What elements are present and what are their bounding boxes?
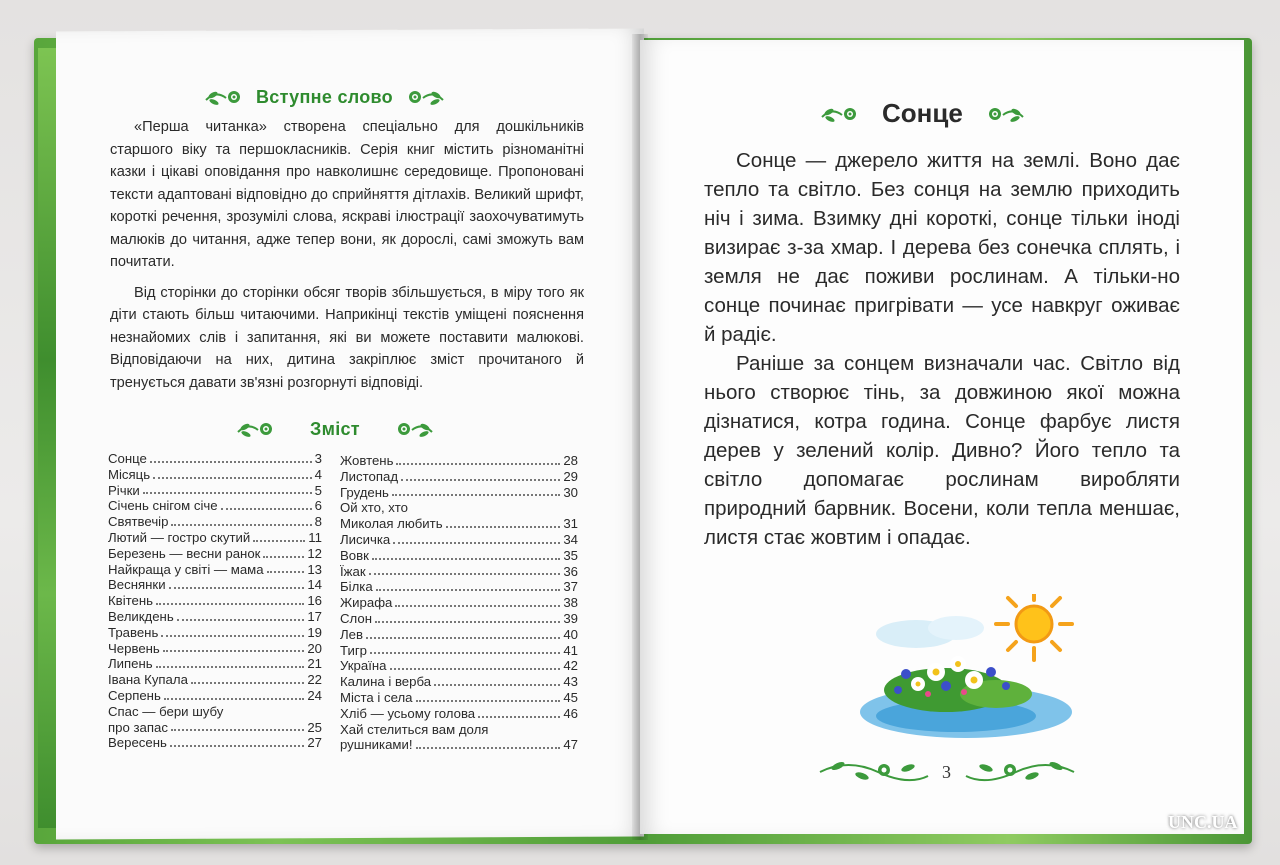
toc-entry xyxy=(108,609,322,625)
toc-entry xyxy=(340,706,578,722)
toc-entry-page: 25 xyxy=(307,719,322,735)
toc-entry-page: 43 xyxy=(563,674,578,690)
toc-entry-title: Веснянки xyxy=(108,577,166,593)
toc-entry xyxy=(108,593,322,609)
toc-entry-page: 34 xyxy=(563,531,578,547)
toc-entry-title: Лисичка xyxy=(340,531,391,547)
toc-dot-leader xyxy=(153,477,312,479)
toc-entry xyxy=(108,672,322,688)
toc-dot-leader xyxy=(170,745,304,747)
toc-entry-page: 36 xyxy=(563,563,578,579)
toc-dot-leader xyxy=(434,684,560,686)
toc-entry-page: 35 xyxy=(563,547,578,563)
toc-entry xyxy=(108,735,322,751)
toc-dot-leader xyxy=(163,650,305,652)
toc-entry-page: 46 xyxy=(563,705,578,721)
toc-dot-leader xyxy=(177,619,305,621)
toc-entry xyxy=(108,514,322,530)
toc-dot-leader xyxy=(191,682,304,684)
toc-entry-page: 19 xyxy=(307,624,322,640)
toc-entry-page: 4 xyxy=(314,466,322,482)
toc-entry-title: Жирафа xyxy=(340,595,393,611)
toc-entry xyxy=(108,625,322,641)
toc-entry-title: про запас xyxy=(108,719,168,735)
toc-entry-title: Білка xyxy=(340,579,373,595)
toc-entry-page: 45 xyxy=(563,689,578,705)
toc-entry xyxy=(340,611,578,627)
toc-entry-title: Листопад xyxy=(340,468,399,484)
toc-entry xyxy=(108,720,322,736)
toc-entry xyxy=(340,674,578,690)
toc-entry xyxy=(108,498,322,514)
toc-entry-title: Миколая любить xyxy=(340,516,443,532)
toc-entry-title: Міста і села xyxy=(340,689,413,705)
intro-paragraph: «Перша читанка» створена спеціально для дошкільників старшого віку та першокласників. Серія книг містить різноманітні казки і цікаві оповідання про навколишнє середовище. Пропоновані тексти адаптовані відповідно до сприйняття дітлахів. Великий шрифт, короткі речення, зрозумілі слова, яскраві ілюстрації заохочуватимуть малюків до читання, адже тепер вони, як дорослі, самі зможуть вам почитати. xyxy=(110,119,584,270)
toc-entry-title: Травень xyxy=(108,624,159,640)
toc-entry-title: Червень xyxy=(108,640,160,656)
toc-dot-leader xyxy=(446,526,561,528)
intro-text xyxy=(110,116,584,394)
toc-entry-title: Вовк xyxy=(340,547,369,563)
toc-entry xyxy=(108,641,322,657)
toc-entry-title-line: Спас — бери шубу xyxy=(108,703,224,719)
toc-column-left xyxy=(108,451,322,751)
toc-entry-title: Їжак xyxy=(340,563,366,579)
toc-entry-title: Березень — весни ранок xyxy=(108,545,261,561)
toc-entry xyxy=(108,530,322,546)
toc-dot-leader xyxy=(390,668,561,670)
toc-entry xyxy=(340,469,578,485)
flower-ornament-icon xyxy=(204,86,244,108)
toc-entry-page: 38 xyxy=(563,595,578,611)
toc-entry-title: Лютий — гостро скутий xyxy=(108,529,251,545)
toc-entry-page: 5 xyxy=(314,482,322,498)
flower-ornament-icon xyxy=(394,418,434,440)
toc-entry-title: рушниками! xyxy=(340,737,413,753)
toc-dot-leader xyxy=(393,542,560,544)
toc-dot-leader xyxy=(161,635,304,637)
toc-dot-leader xyxy=(267,571,305,573)
toc-dot-leader xyxy=(169,587,305,589)
toc-entry xyxy=(108,562,322,578)
toc-dot-leader xyxy=(171,524,311,526)
toc-entry-title: Річки xyxy=(108,482,140,498)
toc-entry-title-line: Ой хто, хто xyxy=(340,500,408,516)
toc-entry-title: Лев xyxy=(340,626,363,642)
toc-entry-page: 27 xyxy=(307,735,322,751)
toc-entry xyxy=(340,453,578,469)
footer-ornament-left-icon xyxy=(818,754,930,788)
cover-edge xyxy=(38,48,58,828)
toc-entry-page: 12 xyxy=(307,545,322,561)
toc-dot-leader xyxy=(143,492,312,494)
toc-entry-page: 6 xyxy=(314,498,322,514)
toc-dot-leader xyxy=(221,508,312,510)
toc-entry-page: 14 xyxy=(307,577,322,593)
toc-dot-leader xyxy=(263,556,304,558)
toc-entry-title: Хліб — усьому голова xyxy=(340,705,476,721)
toc-entry xyxy=(340,485,578,501)
toc-dot-leader xyxy=(416,700,561,702)
toc-dot-leader xyxy=(150,461,312,463)
intro-paragraph: Від сторінки до сторінки обсяг творів збільшується, в міру того як діти стають більш читаючими. Наприкінці текстів уміщені пояснення незнайомих слів і запитання, які ви можете поставити малюкові. Відповідаючи на них, дитина закріплює зміст прочитаного й тренується давати зв'язні розгорнуті відповіді. xyxy=(110,284,584,391)
toc-dot-leader xyxy=(366,637,560,639)
intro-title: Вступне слово xyxy=(256,86,393,107)
toc-entry-title: Україна xyxy=(340,658,387,674)
toc-entry-title: Вересень xyxy=(108,735,167,751)
toc-entry-page: 8 xyxy=(314,514,322,530)
toc-entry-title-line: Хай стелиться вам доля xyxy=(340,721,489,737)
toc-entry xyxy=(108,451,322,467)
toc-entry-page: 21 xyxy=(307,656,322,672)
story-heading xyxy=(820,98,1025,129)
toc-entry-page: 13 xyxy=(307,561,322,577)
toc-dot-leader xyxy=(156,603,304,605)
toc-entry xyxy=(340,548,578,564)
toc-dot-leader xyxy=(396,463,560,465)
toc-entry-title: Слон xyxy=(340,610,372,626)
toc-dot-leader xyxy=(416,747,561,749)
toc-entry-page: 47 xyxy=(563,737,578,753)
toc-entry-page: 22 xyxy=(307,672,322,688)
toc-entry-page: 37 xyxy=(563,579,578,595)
footer-ornament-right-icon xyxy=(964,754,1076,788)
toc-dot-leader xyxy=(164,698,305,700)
toc-entry-title: Місяць xyxy=(108,466,151,482)
flower-ornament-icon xyxy=(820,103,860,125)
toc-entry-title: Квітень xyxy=(108,593,153,609)
toc-entry-title: Найкраща у світі — мама xyxy=(108,561,264,577)
toc-entry xyxy=(340,658,578,674)
toc-entry xyxy=(108,656,322,672)
toc-entry-page: 3 xyxy=(314,451,322,466)
toc-entry xyxy=(340,595,578,611)
toc-entry-page: 41 xyxy=(563,642,578,658)
toc-entry-title: Івана Купала xyxy=(108,672,188,688)
toc-entry-title: Липень xyxy=(108,656,153,672)
toc-entry-page: 30 xyxy=(563,484,578,500)
toc-dot-leader xyxy=(253,540,305,542)
toc-entry-title: Калина і верба xyxy=(340,674,432,690)
toc-dot-leader xyxy=(156,666,305,668)
toc-entry-page: 24 xyxy=(307,687,322,703)
toc-entry xyxy=(108,688,322,704)
toc-entry-title: Жовтень xyxy=(340,453,394,468)
toc-dot-leader xyxy=(372,558,560,560)
toc-dot-leader xyxy=(401,479,560,481)
toc-dot-leader xyxy=(395,605,560,607)
toc-entry xyxy=(108,483,322,499)
toc-entry-page: 11 xyxy=(308,529,322,545)
toc-entry-title: Тигр xyxy=(340,642,367,658)
toc-entry-page: 42 xyxy=(563,658,578,674)
toc-entry-title: Серпень xyxy=(108,687,161,703)
toc-entry xyxy=(340,516,578,532)
toc-dot-leader xyxy=(478,716,560,718)
toc-column-right xyxy=(340,453,578,753)
toc-dot-leader xyxy=(369,573,561,575)
toc-entry-title: Великдень xyxy=(108,608,174,624)
story-paragraph: Раніше за сонцем визначали час. Світло від нього створює тінь, за довжиною якої можна дізнатися, котра година. Сонце фарбує листя дерев у зелений колір. Дивно? Його тепло та світло допомагає рослинам виробляти природний барвник. Восени, коли тепла меншає, листя стає жовтим і опадає. xyxy=(704,352,1180,549)
toc-entry-page: 20 xyxy=(307,640,322,656)
toc-entry xyxy=(340,579,578,595)
toc-entry-page: 17 xyxy=(307,608,322,624)
toc-entry xyxy=(340,643,578,659)
story-paragraph: Сонце — джерело життя на землі. Воно дає тепло та світло. Без сонця на землю приходить ніч і зима. Взимку дні короткі, сонце тільки іноді визирає з-за хмар. І дерева без сонечка сплять, і земля не дає поживи рослинам. А тільки-но сонце починає пригрівати — усе навкруг оживає й радіє. xyxy=(704,149,1180,346)
toc-entry xyxy=(340,737,578,753)
watermark-text: UNC.UA xyxy=(1168,812,1238,832)
toc-entry-page: 31 xyxy=(563,516,578,532)
toc-entry xyxy=(108,467,322,483)
toc-entry xyxy=(108,546,322,562)
toc-entry-page: 16 xyxy=(307,593,322,609)
flower-ornament-icon xyxy=(236,418,276,440)
toc-entry xyxy=(340,690,578,706)
toc-entry-page: 29 xyxy=(563,468,578,484)
toc-dot-leader xyxy=(392,494,560,496)
flower-ornament-icon xyxy=(405,86,445,108)
intro-heading xyxy=(204,86,445,108)
toc-entry-page: 28 xyxy=(563,453,578,468)
toc-entry-page: 40 xyxy=(563,626,578,642)
toc-entry xyxy=(108,577,322,593)
story-text xyxy=(704,146,1180,552)
toc-dot-leader xyxy=(370,652,560,654)
toc-entry-title: Сонце xyxy=(108,451,147,466)
toc-entry-title: Грудень xyxy=(340,484,389,500)
toc-entry xyxy=(340,627,578,643)
toc-dot-leader xyxy=(376,589,561,591)
toc-heading xyxy=(236,418,434,440)
toc-title: Зміст xyxy=(310,418,360,439)
toc-entry-title: Січень снігом січе xyxy=(108,498,218,514)
sun-flowers-illustration xyxy=(846,594,1076,744)
story-title: Сонце xyxy=(882,98,963,128)
flower-ornament-icon xyxy=(985,103,1025,125)
sun-icon xyxy=(996,594,1072,660)
toc-dot-leader xyxy=(171,729,304,731)
toc-entry xyxy=(340,564,578,580)
toc-entry xyxy=(340,532,578,548)
toc-dot-leader xyxy=(375,621,560,623)
toc-entry-title: Святвечір xyxy=(108,514,169,530)
page-number: 3 xyxy=(942,762,951,782)
toc-entry-page: 39 xyxy=(563,610,578,626)
